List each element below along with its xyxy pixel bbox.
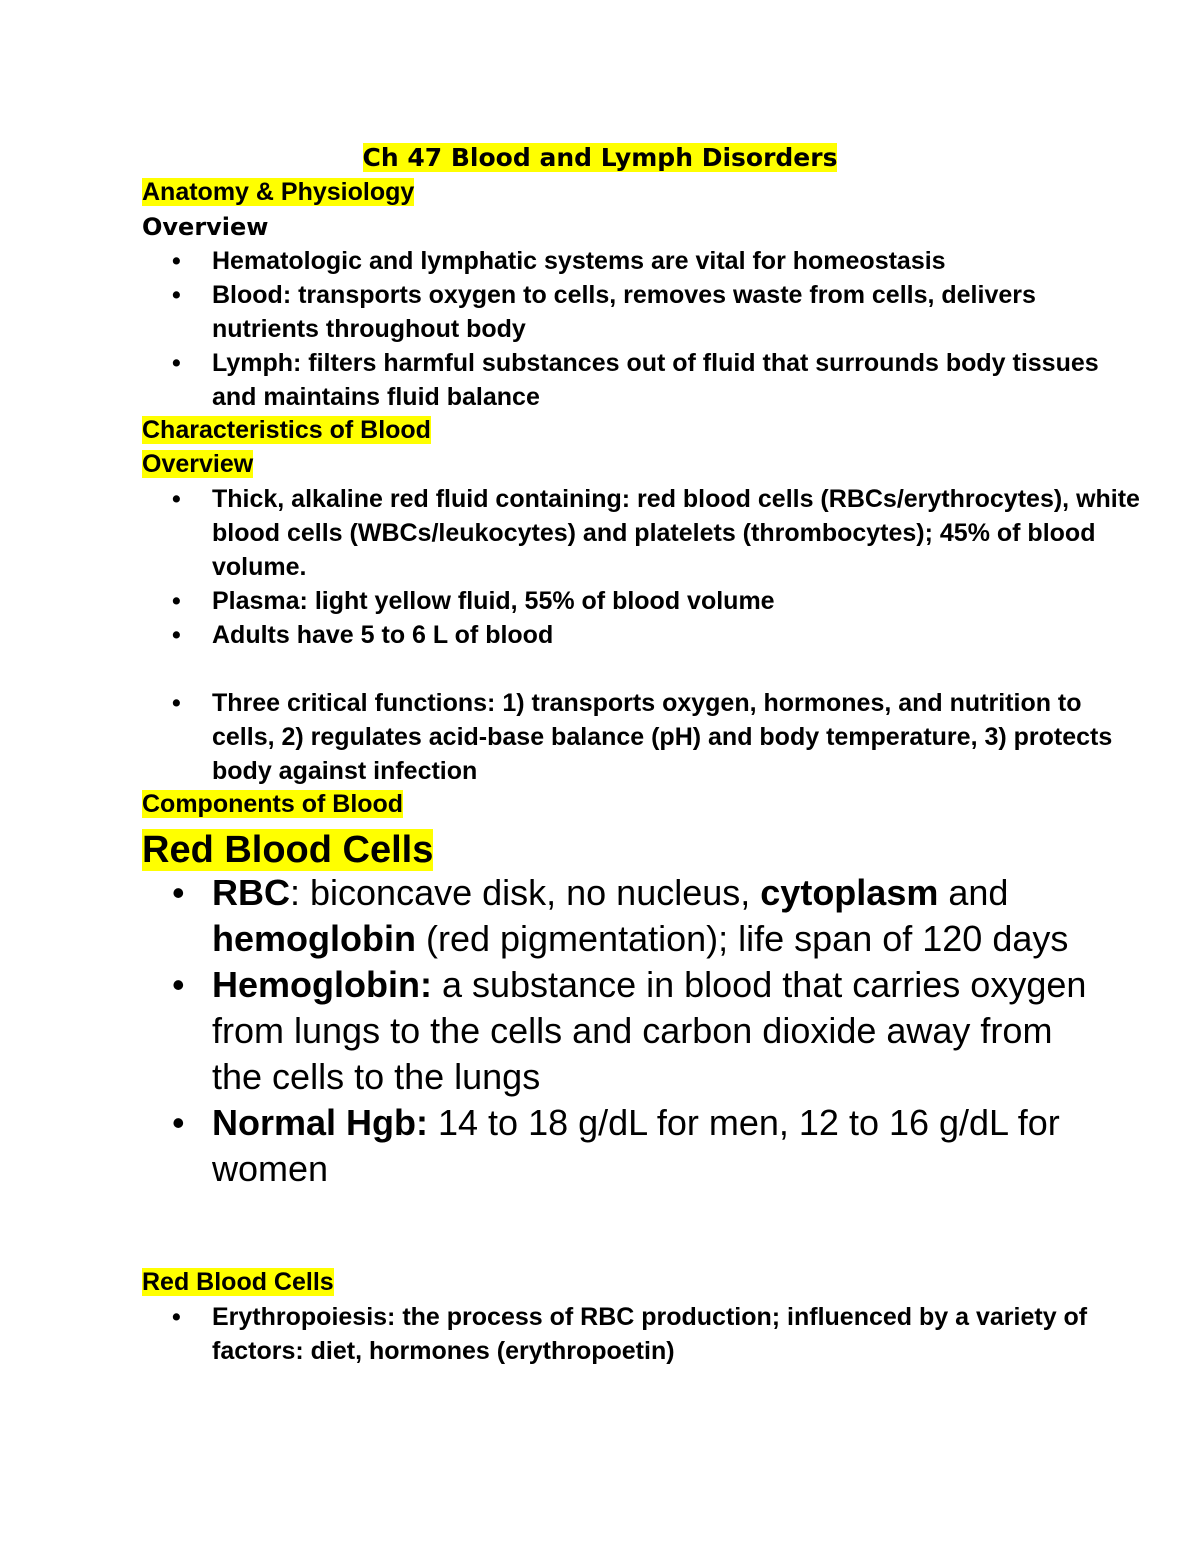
hemoglobin-text: a substance in blood that carries oxygen from lungs to the cells and carbon dioxide away from the cells to the lungs (212, 964, 1087, 1097)
rbc-text-3: (red pigmentation); life span of 120 days (415, 918, 1069, 959)
list-item (142, 1300, 1142, 1368)
list-item-text: Blood: transports oxygen to cells, removes waste from cells, delivers nutrients throughout body (212, 281, 1036, 343)
term-normal-hgb: Normal Hgb: (212, 1102, 428, 1143)
list-item (142, 346, 1142, 414)
section-heading-anatomy-text: Anatomy & Physiology (142, 178, 415, 206)
big-heading-red-blood-cells (142, 824, 433, 876)
list-item (142, 244, 1142, 278)
term-hemoglobin-def: Hemoglobin: (212, 964, 432, 1005)
bullet-glyph: • (172, 485, 181, 513)
list-item (142, 278, 1142, 346)
rbc-section-bullet-list (142, 1300, 1142, 1368)
term-cytoplasm: cytoplasm (760, 872, 939, 913)
rbc-text-2: and (938, 872, 1009, 913)
list-item-rbc (142, 870, 1102, 962)
bullet-glyph: • (172, 621, 181, 649)
bullet-glyph: • (172, 689, 181, 717)
bullet-glyph: • (172, 349, 181, 377)
list-item (142, 482, 1142, 584)
term-rbc: RBC (212, 872, 290, 913)
list-item-text: Hematologic and lymphatic systems are vital for homeostasis (212, 247, 946, 275)
list-item (142, 584, 1142, 618)
bullet-glyph: • (172, 872, 185, 913)
section-heading-components-text: Components of Blood (142, 790, 404, 818)
section-heading-characteristics (142, 413, 431, 447)
list-item-hemoglobin (142, 962, 1102, 1100)
term-hemoglobin: hemoglobin (212, 918, 416, 959)
document-title-text: Ch 47 Blood and Lymph Disorders (362, 143, 838, 172)
list-item (142, 618, 1142, 652)
anatomy-bullet-list (142, 244, 1142, 414)
list-item-text: Thick, alkaline red fluid containing: red blood cells (RBCs/erythrocytes), white blood cells (WBCs/leukocytes) and platelets (thrombocytes); 45% of blood volume. (212, 485, 1140, 581)
bullet-glyph: • (172, 587, 181, 615)
list-item-text: Plasma: light yellow fluid, 55% of blood volume (212, 587, 775, 615)
subheading-overview: Overview (142, 213, 269, 241)
section-heading-components (142, 787, 403, 821)
list-item-text: Erythropoiesis: the process of RBC production; influenced by a variety of factors: diet, hormones (erythropoetin) (212, 1303, 1088, 1365)
bullet-glyph: • (172, 281, 181, 309)
big-heading-text: Red Blood Cells (142, 829, 434, 871)
rbc-big-bullet-list (142, 870, 1102, 1192)
section-heading-anatomy (142, 175, 414, 209)
list-item (142, 686, 1142, 788)
subheading-overview-highlighted (142, 447, 253, 481)
bullet-glyph: • (172, 247, 181, 275)
section-heading-characteristics-text: Characteristics of Blood (142, 416, 431, 444)
list-item-text: Three critical functions: 1) transports oxygen, hormones, and nutrition to cells, 2) regulates acid-base balance (pH) and body temperature, 3) protects body against infection (212, 689, 1113, 785)
document-title (0, 140, 1200, 176)
bullet-glyph: • (172, 964, 185, 1005)
subheading-overview-text: Overview (142, 450, 254, 478)
section-heading-rbc-text: Red Blood Cells (142, 1268, 334, 1296)
list-item-text: Adults have 5 to 6 L of blood (212, 621, 554, 649)
rbc-text-1: : biconcave disk, no nucleus, (290, 872, 761, 913)
bullet-glyph: • (172, 1303, 181, 1331)
list-item-text: Lymph: filters harmful substances out of fluid that surrounds body tissues and maintains fluid balance (212, 349, 1099, 411)
characteristics-bullet-list (142, 482, 1142, 788)
bullet-glyph: • (172, 1102, 185, 1143)
list-item-normal-hgb (142, 1100, 1102, 1192)
section-heading-red-blood-cells (142, 1265, 334, 1299)
normal-hgb-text: 14 to 18 g/dL for men, 12 to 16 g/dL for women (212, 1102, 1060, 1189)
